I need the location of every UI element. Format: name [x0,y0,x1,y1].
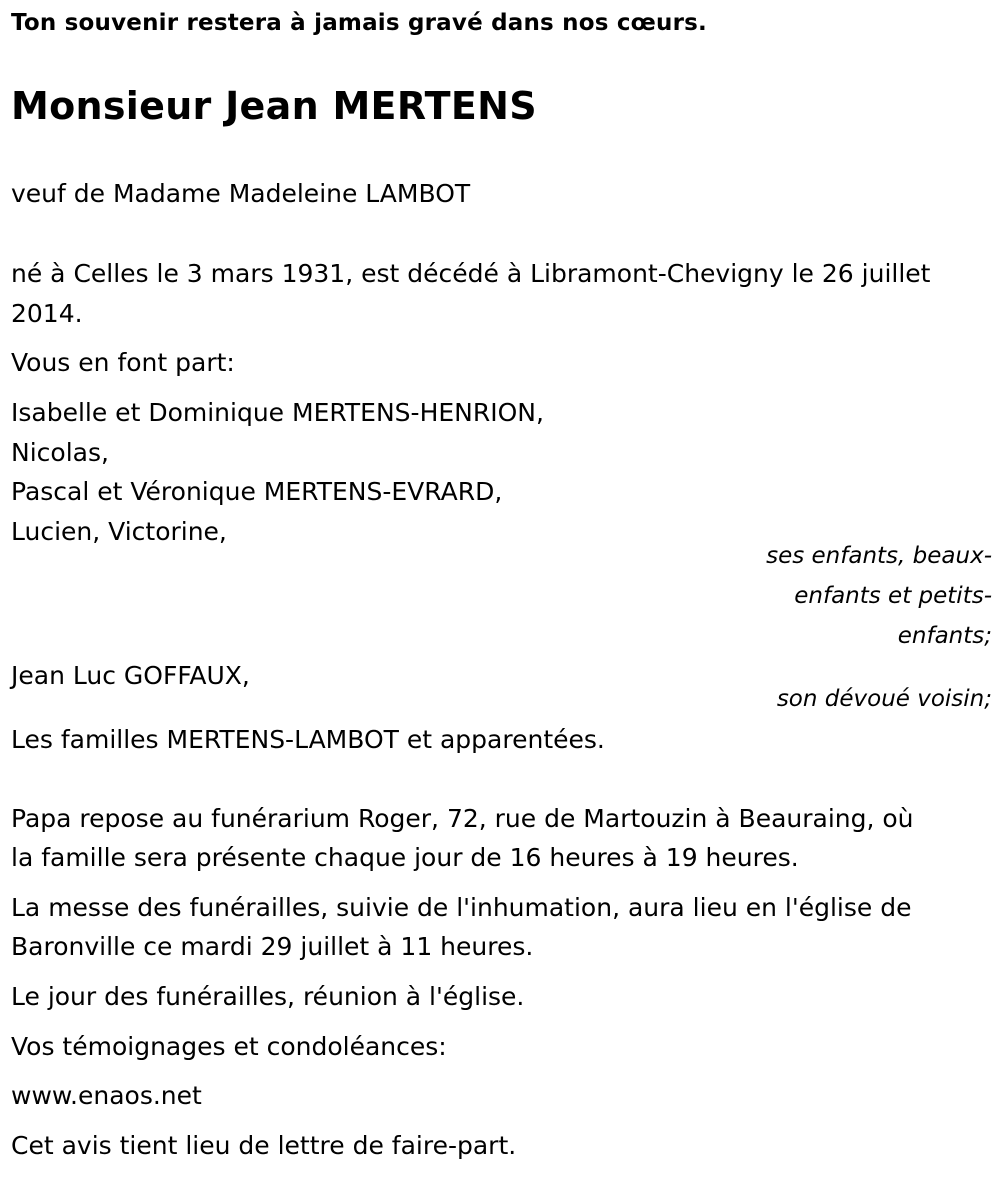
family-member: Lucien, Victorine, [11,517,227,546]
rest-line-2: la famille sera présente chaque jour de 16 heures à 19 heures. [11,843,799,872]
family-member: Pascal et Véronique MERTENS-EVRARD, [11,477,503,506]
family-member: Nicolas, [11,438,109,467]
family-member: Isabelle et Dominique MERTENS-HENRION, [11,398,544,427]
mass-line-1: La messe des funérailles, suivie de l'inhumation, aura lieu en l'église de [11,893,912,922]
children-role-line: enfants; [897,623,992,649]
rest-line-1: Papa repose au funérarium Roger, 72, rue de Martouzin à Beauraing, où [11,804,914,833]
memorial-quote: Ton souvenir restera à jamais gravé dans nos cœurs. [11,10,707,36]
closing-line: Cet avis tient lieu de lettre de faire-part. [11,1131,517,1160]
deceased-name: Monsieur Jean MERTENS [11,84,537,128]
meeting-line: Le jour des funérailles, réunion à l'église. [11,982,525,1011]
neighbor-role: son dévoué voisin; [776,686,992,712]
families-line: Les familles MERTENS-LAMBOT et apparentées. [11,725,605,754]
birth-death-line-1: né à Celles le 3 mars 1931, est décédé à Libramont-Chevigny le 26 juillet [11,259,931,288]
neighbor-line: Jean Luc GOFFAUX, [11,661,250,690]
website-link[interactable]: www.enaos.net [11,1081,202,1110]
condolences-line: Vos témoignages et condoléances: [11,1032,447,1061]
birth-death-line-2: 2014. [11,299,83,328]
children-role-line: enfants et petits- [794,583,992,609]
children-role-line: ses enfants, beaux- [766,543,992,569]
widow-line: veuf de Madame Madeleine LAMBOT [11,179,471,208]
mass-line-2: Baronville ce mardi 29 juillet à 11 heures. [11,932,534,961]
announce-line: Vous en font part: [11,348,235,377]
